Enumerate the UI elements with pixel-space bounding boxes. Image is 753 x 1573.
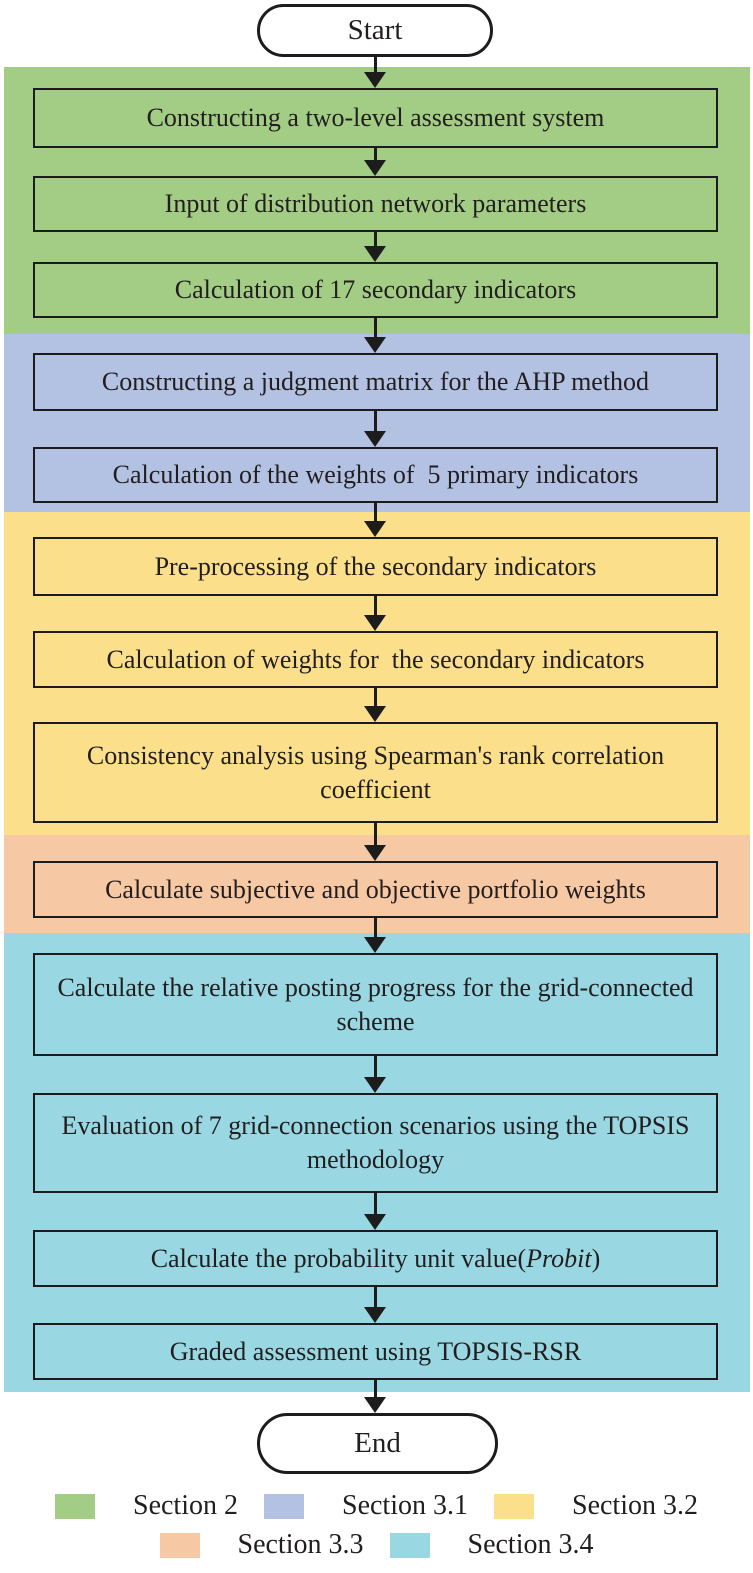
step-relative-posting-progress: [33, 953, 718, 1056]
legend-row-2: [0, 1529, 753, 1561]
arrowhead-icon: [364, 521, 386, 537]
legend-item-section-2: [55, 1490, 238, 1522]
arrowhead-icon: [364, 937, 386, 953]
step-label: Calculation of 17 secondary indicators: [174, 275, 577, 305]
flow-arrow: [364, 1193, 386, 1230]
flow-arrow: [364, 1287, 386, 1323]
step-topsis-evaluation: [33, 1093, 718, 1193]
step-label: Pre-processing of the secondary indicators: [154, 551, 597, 581]
legend-item-section-3-4: [390, 1529, 594, 1561]
legend: [0, 1490, 753, 1561]
legend-label: Section 3.2: [572, 1490, 698, 1521]
legend-swatch-section-2: [55, 1494, 95, 1519]
step-probit-value: [33, 1230, 718, 1287]
start-terminal: [257, 4, 493, 57]
step-label: Consistency analysis using Spearman's rank correlation coefficient: [86, 740, 671, 804]
flow-arrow: [364, 57, 386, 88]
flow-arrow: [364, 318, 386, 353]
legend-item-section-3-3: [160, 1529, 364, 1561]
legend-label: Section 3.4: [467, 1529, 594, 1560]
legend-label: Section 2: [133, 1490, 238, 1521]
step-weights-5-primary-indicators: [33, 447, 718, 503]
arrowhead-icon: [364, 246, 386, 262]
step-label: Constructing a judgment matrix for the AHP method: [101, 367, 650, 397]
arrowhead-icon: [364, 1077, 386, 1093]
arrowhead-icon: [364, 845, 386, 861]
step-spearman-consistency-analysis: [33, 722, 718, 823]
end-label: End: [354, 1427, 401, 1459]
legend-swatch-section-3-2: [494, 1494, 534, 1519]
start-label: Start: [347, 14, 403, 46]
flow-arrow: [364, 1380, 386, 1413]
legend-label: Section 3.3: [237, 1529, 364, 1560]
flow-arrow: [364, 918, 386, 953]
legend-swatch-section-3-3: [160, 1533, 200, 1558]
legend-item-section-3-2: [494, 1490, 698, 1522]
step-label: Calculation of weights for the secondary indicators: [106, 644, 645, 674]
step-two-level-assessment-system: [33, 88, 718, 148]
legend-swatch-section-3-4: [390, 1533, 430, 1558]
end-terminal: [257, 1413, 498, 1474]
arrowhead-icon: [364, 1397, 386, 1413]
arrowhead-icon: [364, 337, 386, 353]
step-calc-17-secondary-indicators: [33, 262, 718, 318]
step-label: Graded assessment using TOPSIS-RSR: [169, 1336, 582, 1366]
arrowhead-icon: [364, 615, 386, 631]
flow-arrow: [364, 232, 386, 262]
legend-item-section-3-1: [264, 1490, 468, 1522]
arrowhead-icon: [364, 72, 386, 88]
step-label-suffix: ): [591, 1243, 601, 1273]
flow-arrow: [364, 596, 386, 631]
step-label: Constructing a two-level assessment system: [146, 103, 605, 133]
step-label: Calculate subjective and objective portfolio weights: [105, 874, 646, 904]
legend-row-1: [0, 1490, 753, 1522]
step-label: Evaluation of 7 grid-connection scenarios using the TOPSIS methodology: [61, 1111, 696, 1174]
flow-arrow: [364, 148, 386, 176]
arrowhead-icon: [364, 160, 386, 176]
step-input-network-parameters: [33, 176, 718, 232]
arrowhead-icon: [364, 706, 386, 722]
flow-arrow: [364, 688, 386, 722]
step-judgment-matrix-ahp: [33, 353, 718, 411]
step-portfolio-weights: [33, 861, 718, 918]
step-label: Calculate the relative posting progress for the grid-connected scheme: [57, 972, 701, 1036]
arrowhead-icon: [364, 1307, 386, 1323]
step-label: Input of distribution network parameters: [164, 189, 587, 219]
legend-swatch-section-3-1: [264, 1494, 304, 1519]
step-topsis-rsr-graded-assessment: [33, 1323, 718, 1380]
flow-arrow: [364, 411, 386, 447]
step-label-italic: Probit: [526, 1243, 592, 1273]
step-label: Calculation of the weights of 5 primary indicators: [112, 460, 639, 490]
legend-label: Section 3.1: [342, 1490, 468, 1521]
arrowhead-icon: [364, 431, 386, 447]
step-weights-secondary-indicators: [33, 631, 718, 688]
flow-arrow: [364, 1056, 386, 1093]
flow-arrow: [364, 503, 386, 537]
arrowhead-icon: [364, 1214, 386, 1230]
step-label-prefix: Calculate the probability unit value(: [150, 1243, 527, 1273]
step-preprocessing-secondary-indicators: [33, 537, 718, 596]
flow-arrow: [364, 823, 386, 861]
